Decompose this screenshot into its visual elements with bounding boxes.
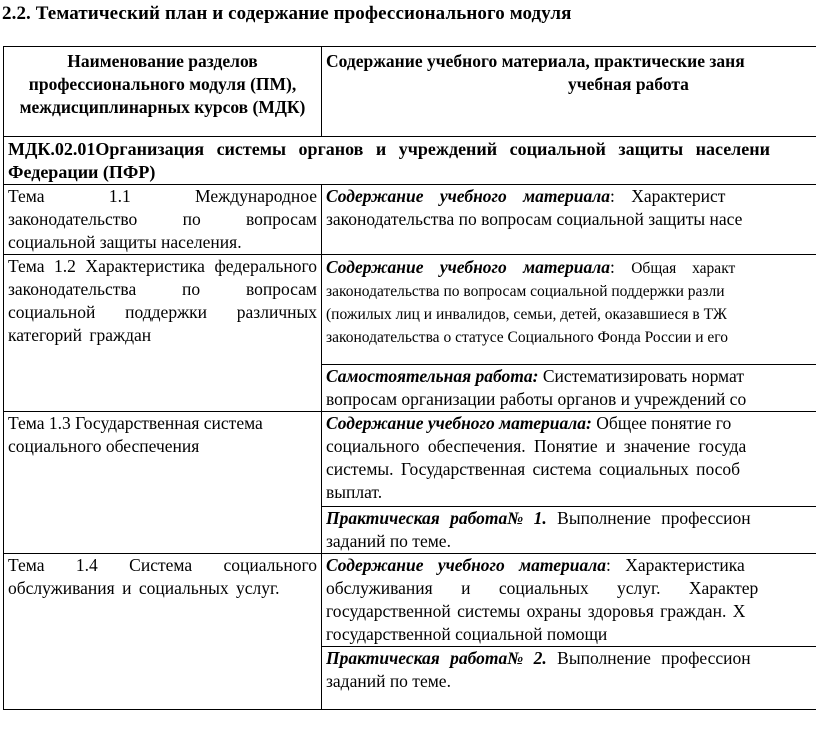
practice-label: Практическая работа№ 1. — [326, 508, 547, 528]
section-row — [4, 137, 816, 185]
content-line: социального обеспечения. Понятие и значение госуда — [326, 436, 747, 456]
header-content-line2: учебная работа — [568, 74, 689, 94]
independent-line: вопросам организации работы органов и учреждений со — [326, 389, 747, 409]
section-title-line1: МДК.02.01Организация системы органов и учреждений социальной защиты населени — [8, 139, 771, 159]
content-line: законодательства по вопросам социальной поддержки разли — [326, 283, 725, 300]
practice-block — [322, 506, 816, 553]
table-row — [4, 554, 816, 710]
content-line — [326, 412, 816, 435]
practice-label: Практическая работа№ 2. — [326, 648, 547, 668]
content-line: системы. Государственная система социальных пособ — [326, 459, 741, 479]
topic-content — [322, 255, 816, 412]
content-line: государственной социальной помощи — [326, 624, 608, 644]
practice-line: заданий по теме. — [326, 671, 451, 691]
page-heading: 2.2. Тематический план и содержание профессионального модуля — [2, 3, 572, 24]
practice-text: Выполнение профессион — [557, 508, 751, 528]
independent-line — [326, 365, 816, 388]
practice-line: заданий по теме. — [326, 531, 451, 551]
content-line: Содержание учебного материала: Характерист — [326, 186, 726, 206]
content-line: Содержание учебного материала: Общая характ — [326, 257, 736, 277]
independent-work-block — [322, 364, 816, 411]
thematic-plan-table-wrapper — [0, 46, 816, 716]
topic-content — [322, 554, 816, 710]
topic-content — [322, 185, 816, 255]
content-line: законодательства о статусе Социального Фонда России и его — [326, 329, 728, 346]
content-label: Содержание учебного материала — [326, 257, 610, 277]
content-block — [322, 554, 816, 646]
practice-line — [326, 647, 816, 670]
topic-title: Тема 1.2 Характеристика федерального законодательства по вопросам социальной поддержки различных категорий граждан — [4, 255, 322, 412]
section-title — [4, 137, 816, 185]
table-row — [4, 185, 816, 255]
topic-title: Тема 1.4 Система социального обслуживания и социальных услуг. — [4, 554, 322, 710]
content-text: Общая характ — [631, 260, 736, 277]
content-text: : Характеристика — [605, 555, 745, 575]
table-row — [4, 412, 816, 554]
content-block — [322, 412, 816, 506]
content-line: законодательства по вопросам социальной защиты насе — [326, 209, 743, 229]
independent-label: Самостоятельная работа: — [326, 366, 539, 386]
header-content-line1: Содержание учебного материала, практические заня — [326, 51, 745, 71]
topic-title: Тема 1.1 Международное законодательство по вопросам социальной защиты населения. — [4, 185, 322, 255]
header-sections-name: Наименование разделов профессионального модуля (ПМ), междисциплинарных курсов (МДК) — [4, 47, 322, 137]
content-line: обслуживания и социальных услуг. Характер — [326, 578, 759, 598]
independent-text: Систематизировать нормат — [542, 366, 744, 386]
content-label: Содержание учебного материала — [326, 555, 606, 575]
content-label: Содержание учебного материала: — [326, 413, 592, 433]
content-text: Характерист — [631, 186, 726, 206]
practice-line — [326, 507, 816, 530]
topic-title: Тема 1.3 Государственная система социального обеспечения — [4, 412, 322, 554]
thematic-plan-table — [3, 46, 816, 710]
content-line: (пожилых лиц и инвалидов, семьи, детей, оказавшиеся в ТЖ — [326, 306, 727, 323]
content-line — [326, 554, 816, 577]
content-line: выплат. — [326, 482, 383, 502]
section-title-line2: Федерации (ПФР) — [8, 162, 156, 182]
content-block — [322, 255, 816, 364]
header-content — [322, 47, 816, 137]
practice-block — [322, 646, 816, 709]
topic-content — [322, 412, 816, 554]
content-label: Содержание учебного материала — [326, 186, 610, 206]
table-row — [4, 255, 816, 412]
content-text: Общее понятие го — [596, 413, 732, 433]
header-row — [4, 47, 816, 137]
content-line: государственной системы охраны здоровья граждан. Х — [326, 601, 746, 621]
practice-text: Выполнение профессион — [557, 648, 751, 668]
